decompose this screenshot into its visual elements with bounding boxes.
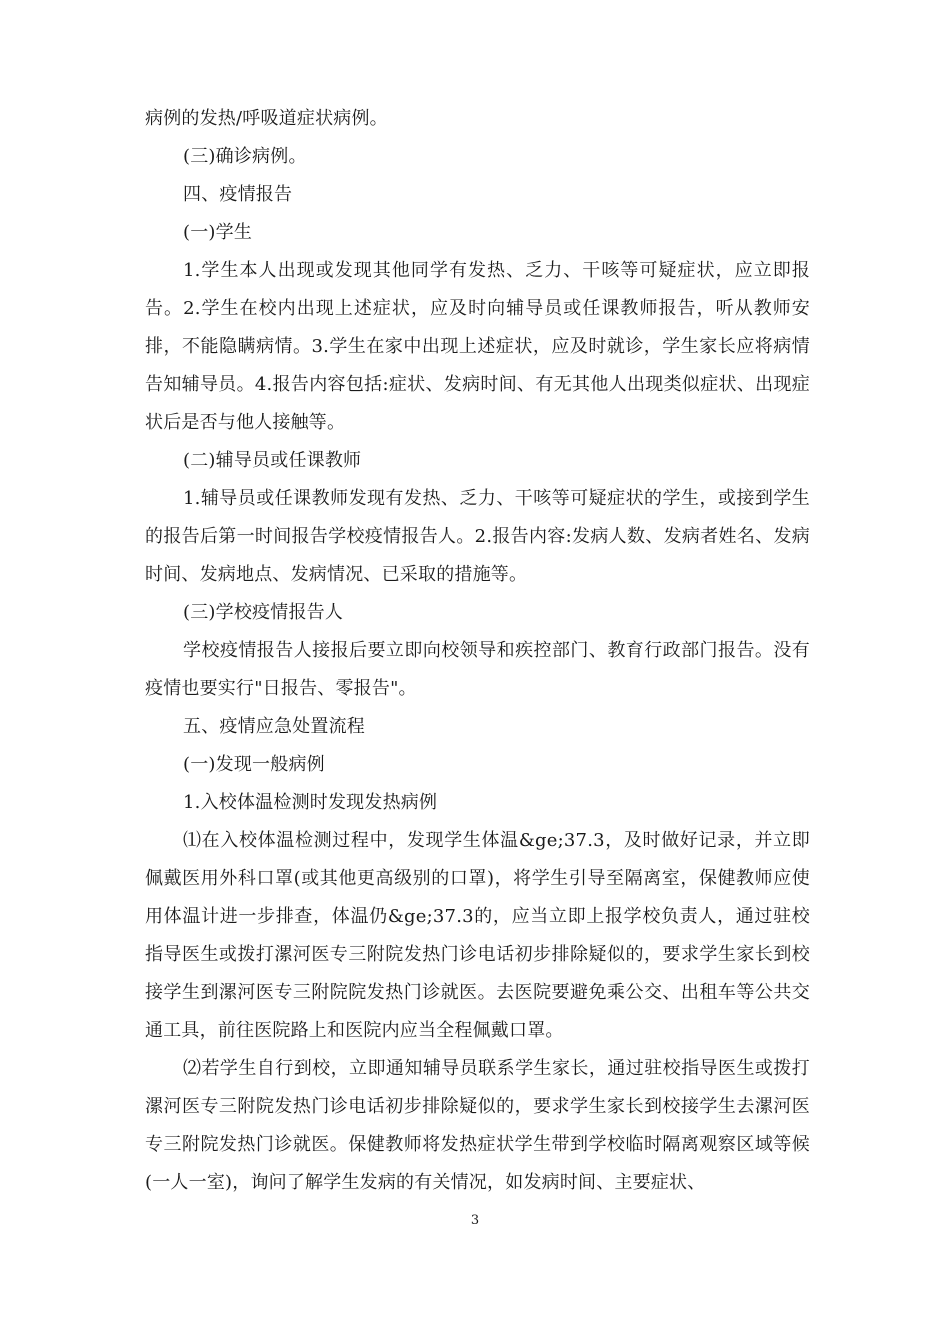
- paragraph: (一)发现一般病例: [183, 754, 325, 775]
- paragraph: 学校疫情报告人接报后要立即向校领导和疾控部门、教育行政部门报告。没有疫情也要实行"日报告、零报告"。: [145, 640, 810, 699]
- paragraph: 1.辅导员或任课教师发现有发热、乏力、干咳等可疑症状的学生，或接到学生的报告后第一时间报告学校疫情报告人。2.报告内容:发病人数、发病者姓名、发病时间、发病地点、发病情况、已采取的措施等。: [145, 488, 810, 585]
- paragraph: (一)学生: [183, 222, 253, 243]
- paragraph: ⑵若学生自行到校，立即通知辅导员联系学生家长，通过驻校指导医生或拨打漯河医专三附院发热门诊电话初步排除疑似的，要求学生家长到校接学生去漯河医专三附院发热门诊就医。保健教师将发热症状学生带到学校临时隔离观察区域等候(一人一室)，询问了解学生发病的有关情况，如发病时间、主要症状、: [145, 1058, 810, 1193]
- paragraph: 1.学生本人出现或发现其他同学有发热、乏力、干咳等可疑症状，应立即报告。2.学生在校内出现上述症状，应及时向辅导员或任课教师报告，听从教师安排，不能隐瞒病情。3.学生在家中出现上述症状，应及时就诊，学生家长应将病情告知辅导员。4.报告内容包括:症状、发病时间、有无其他人出现类似症状、出现症状后是否与他人接触等。: [145, 260, 810, 433]
- paragraph: (三)确诊病例。: [183, 146, 307, 167]
- paragraph: (三)学校疫情报告人: [183, 602, 344, 623]
- paragraph: ⑴在入校体温检测过程中，发现学生体温&ge;37.3，及时做好记录，并立即佩戴医用外科口罩(或其他更高级别的口罩)，将学生引导至隔离室，保健教师应使用体温计进一步排查，体温仍&ge;37.3的，应当立即上报学校负责人，通过驻校指导医生或拨打漯河医专三附院发热门诊电话初步排除疑似的，要求学生家长到校接学生到漯河医专三附院院发热门诊就医。去医院要避免乘公交、出租车等公共交通工具，前往医院路上和医院内应当全程佩戴口罩。: [145, 830, 810, 1041]
- paragraph: (二)辅导员或任课教师: [183, 450, 362, 471]
- paragraph: 四、疫情报告: [183, 184, 293, 205]
- page-number: 3: [470, 1213, 480, 1228]
- paragraph: 五、疫情应急处置流程: [183, 716, 365, 737]
- document-body: [145, 100, 810, 1202]
- paragraph: 病例的发热/呼吸道症状病例。: [145, 108, 388, 129]
- paragraph: 1.入校体温检测时发现发热病例: [183, 792, 438, 813]
